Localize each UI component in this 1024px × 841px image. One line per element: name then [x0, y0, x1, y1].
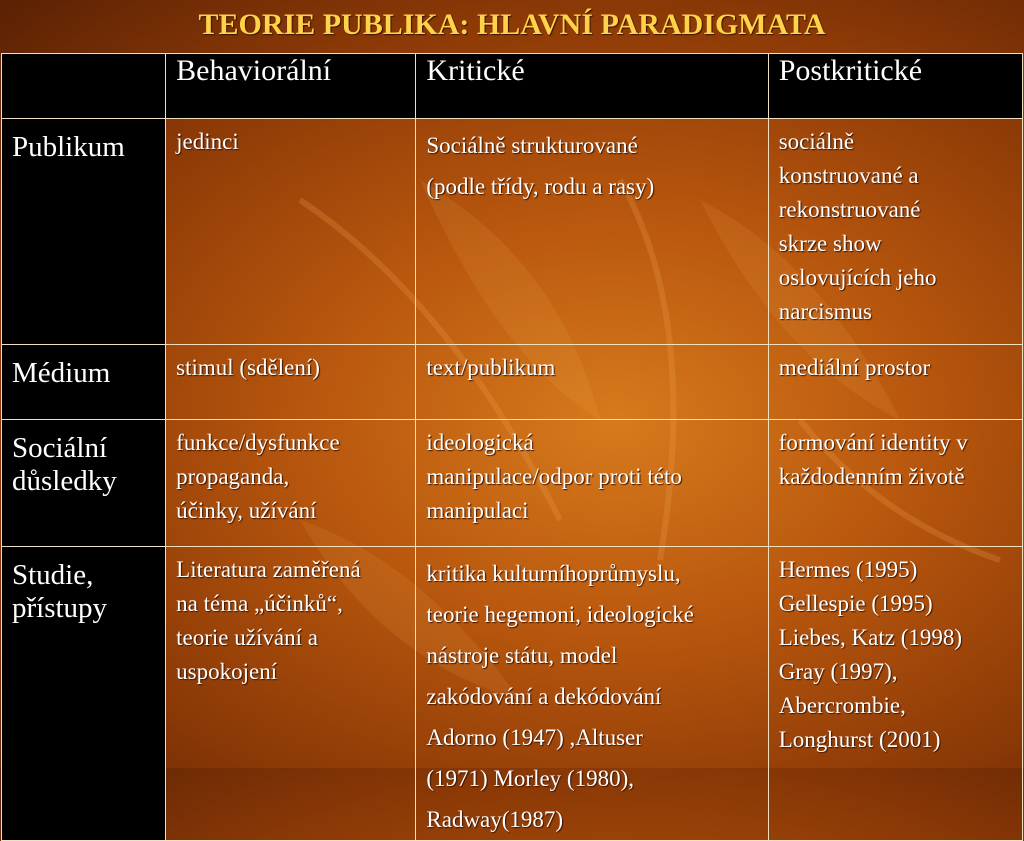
table-cell: jedinci	[166, 119, 416, 345]
table-row	[2, 420, 1023, 547]
table-cell: kritika kulturníhoprůmyslu, teorie hegemoni, ideologické nástroje státu, model zakódování a dekódování Adorno (1947) ,Altuser (1971) Morley (1980), Radway(1987)	[416, 547, 768, 841]
header-corner-cell	[2, 54, 166, 119]
table-row	[2, 345, 1023, 420]
table-cell: formování identity v každodenním životě	[768, 420, 1022, 547]
table-header-row	[2, 54, 1023, 119]
column-header-behavioral	[166, 54, 416, 119]
table-cell: stimul (sdělení)	[166, 345, 416, 420]
table-cell: Sociálně strukturované (podle třídy, rodu a rasy)	[416, 119, 768, 345]
table-row	[2, 547, 1023, 841]
column-header-critical	[416, 54, 768, 119]
row-header-studie-pristupy: Studie, přístupy	[2, 547, 166, 841]
table-cell: ideologická manipulace/odpor proti této manipulaci	[416, 420, 768, 547]
column-header-label: Postkritické	[778, 54, 923, 87]
row-header-publikum: Publikum	[2, 119, 166, 345]
table-cell: mediální prostor	[768, 345, 1022, 420]
row-header-socialni-dusledky: Sociální důsledky	[2, 420, 166, 547]
table-cell: sociálně konstruované a rekonstruované skrze show oslovujících jeho narcismus	[768, 119, 1022, 345]
paradigm-table	[1, 53, 1023, 841]
table-cell: Hermes (1995) Gellespie (1995) Liebes, Katz (1998) Gray (1997), Abercrombie, Longhurst (2001)	[768, 547, 1022, 841]
column-header-postcritical	[768, 54, 1022, 119]
table-cell: funkce/dysfunkce propaganda, účinky, užívání	[166, 420, 416, 547]
column-header-label: Kritické	[426, 54, 525, 87]
table-cell: text/publikum	[416, 345, 768, 420]
page-title: TEORIE PUBLIKA: HLAVNÍ PARADIGMATA	[198, 8, 826, 41]
table-cell: Literatura zaměřená na téma „účinků“, teorie užívání a uspokojení	[166, 547, 416, 841]
row-header-medium: Médium	[2, 345, 166, 420]
column-header-label: Behaviorální	[176, 54, 332, 87]
table-row	[2, 119, 1023, 345]
